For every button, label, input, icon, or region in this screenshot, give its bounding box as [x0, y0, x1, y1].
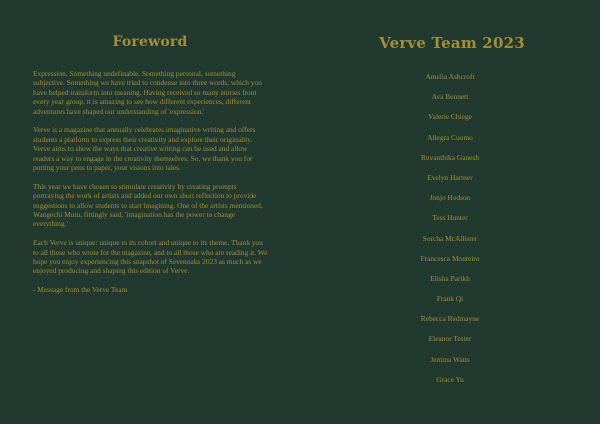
foreword-paragraph: Verve is a magazine that annually celebrates imaginative writing and offers students a platform to express their creativity and explore their originality. Verve aims to show the ways that creative writing can be used and allow readers a way to engage in the creativity themselves. So, we thank you for putting your pens to paper, your visions into tales.	[33, 125, 256, 173]
foreword-signoff: - Message from the Verve Team	[33, 285, 128, 295]
team-member: Jonjo Hodson	[429, 193, 471, 203]
team-page	[300, 0, 600, 424]
team-member: Rebecca Redmayne	[420, 314, 480, 324]
foreword-body	[33, 69, 269, 304]
team-member: Ava Bennett	[431, 92, 469, 102]
team-member: Ruvanthika Ganesh	[420, 152, 480, 162]
team-member: Sorcha McAllister	[422, 233, 478, 243]
team-member: Allegra Cuomo	[427, 132, 473, 142]
team-member: Tess Hunter	[432, 213, 468, 223]
foreword-title: Foreword	[112, 34, 188, 50]
foreword-paragraph: This year we have chosen to stimulate creativity by creating prompts portraying the work of artists and added our own short reflection to provide suggestions to allow students to start imagining. One of the artists mentioned, Wangechi Mutu, fittingly said, 'imagination has the power to change everything.'	[33, 181, 263, 229]
team-member: Evelyn Harmer	[427, 172, 473, 182]
team-member: Grace Yu	[436, 374, 464, 384]
foreword-paragraph: Each Verve is unique: unique to its cohort and unique to its theme. Thank you to all those who wrote for the magazine, and to all those who are reading it. We hope you enjoy experiencing this snapshot of Sevenoaks 2023 as much as we enjoyed producing and shaping this edition of Verve.	[33, 238, 268, 276]
team-member: Valerie Chiege	[428, 112, 472, 122]
team-member: Frank Qi	[436, 294, 464, 304]
team-title: Verve Team 2023	[379, 34, 525, 52]
team-member: Eleanor Tester	[428, 334, 472, 344]
team-member: Francesca Monteiro	[420, 253, 480, 263]
team-member-list	[300, 72, 600, 395]
team-member: Amelia Ashcroft	[425, 72, 475, 81]
team-member: Jemma Watts	[430, 354, 470, 364]
team-member: Elisha Parikh	[430, 273, 470, 283]
foreword-paragraph: Expression. Something undefinable. Something personal, something subjective. Something we have tried to condense into three words, which you have helped transform into meaning. Having received so many entries from every year group, it is amazing to see how different experiences, different adventures have shaped our understanding of 'expression.'	[33, 69, 262, 116]
